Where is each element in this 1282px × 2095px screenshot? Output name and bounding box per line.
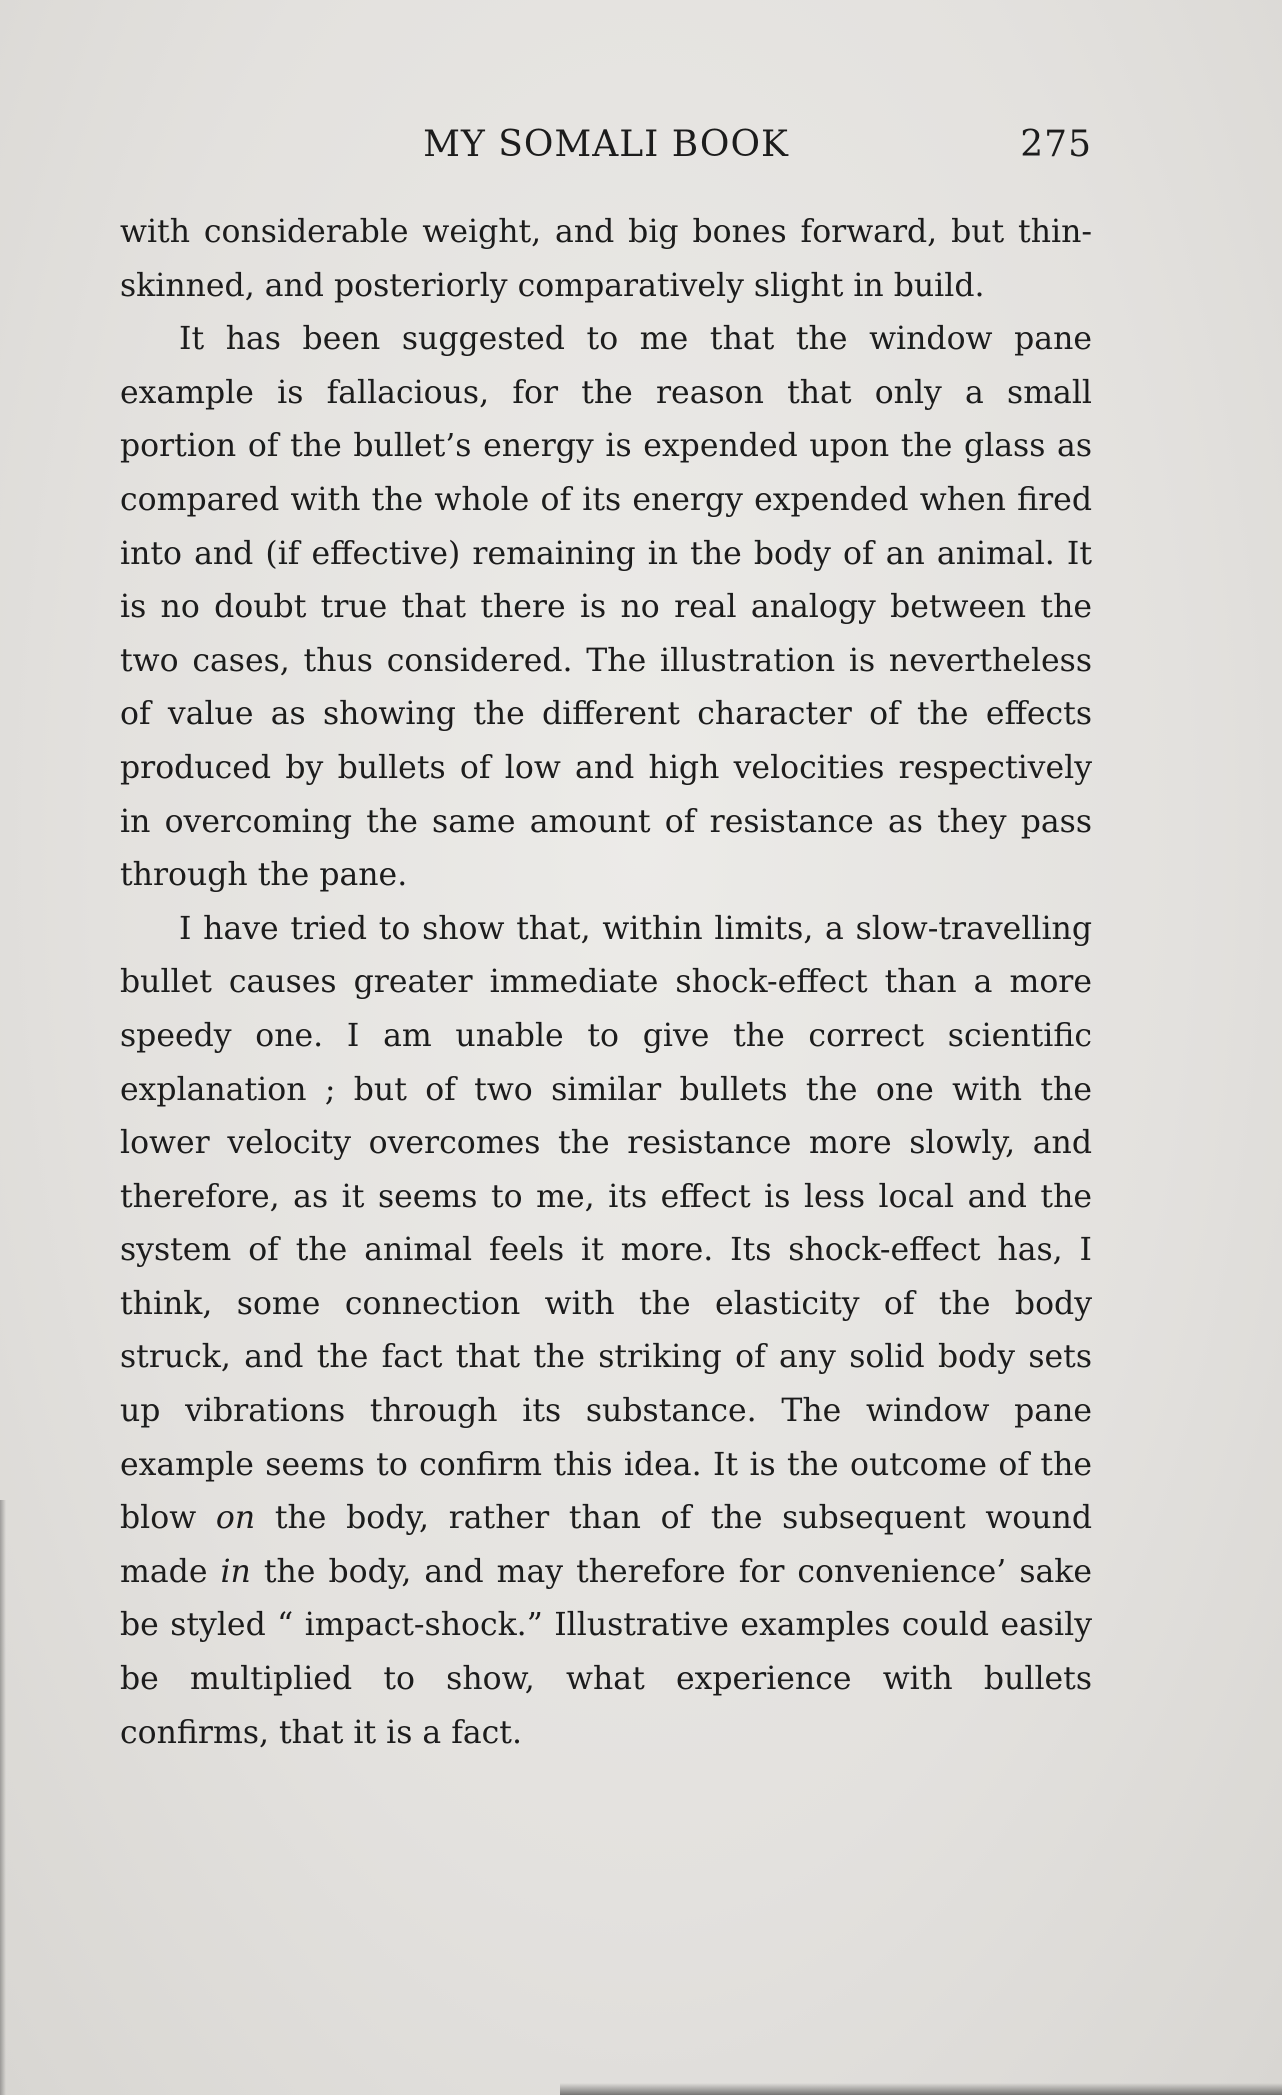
- paragraph-shock-effect: [120, 903, 1092, 1761]
- page-edge-shadow: [560, 2083, 1282, 2095]
- italic-word-in: in: [220, 1553, 251, 1590]
- page-edge-shadow: [0, 1500, 6, 2095]
- paragraph-continuation: with considerable weight, and big bones forward, but thin-skinned, and posteriorly comparatively slight in build.: [120, 214, 1092, 304]
- italic-word-on: on: [215, 1500, 256, 1537]
- page-number: 275: [1020, 124, 1092, 165]
- page-body: [120, 206, 1092, 1760]
- page-header: [120, 124, 1092, 174]
- paragraph-text-segment: I have tried to show that, within limits, a slow-travelling bullet causes greater immediate shock-effect than a more speedy one. I am unable to give the correct scientific explanation ; but of two similar bullets the one with the lower velocity overcomes the resistance more slowly, and therefore, as it seems to me, its effect is less local and the system of the animal feels it more. Its shock-effect has, I think, some connection with the elasticity of the body struck, and the fact that the striking of any solid body sets up vibrations through its substance. The window pane example seems to confirm this idea. It is the outcome of the blow: [120, 910, 1092, 1537]
- paragraph-window-pane: It has been suggested to me that the window pane example is fallacious, for the reason that only a small portion of the bullet’s energy is expended upon the glass as compared with the whole of its energy expended when fired into and (if effective) remaining in the body of an animal. It is no doubt true that there is no real analogy between the two cases, thus considered. The illustration is nevertheless of value as showing the different character of the effects produced by bullets of low and high velocities respectively in overcoming the same amount of resistance as they pass through the pane.: [120, 321, 1092, 894]
- running-title: MY SOMALI BOOK: [423, 124, 789, 165]
- paragraph-text-segment: the body, rather than of the subsequent wound made: [120, 1500, 1092, 1590]
- paragraph-text-segment: the body, and may therefore for convenience’ sake be styled “ impact-shock.” Illustrative examples could easily be multiplied to show, what experience with bullets confirms, that it is a fact.: [120, 1553, 1092, 1751]
